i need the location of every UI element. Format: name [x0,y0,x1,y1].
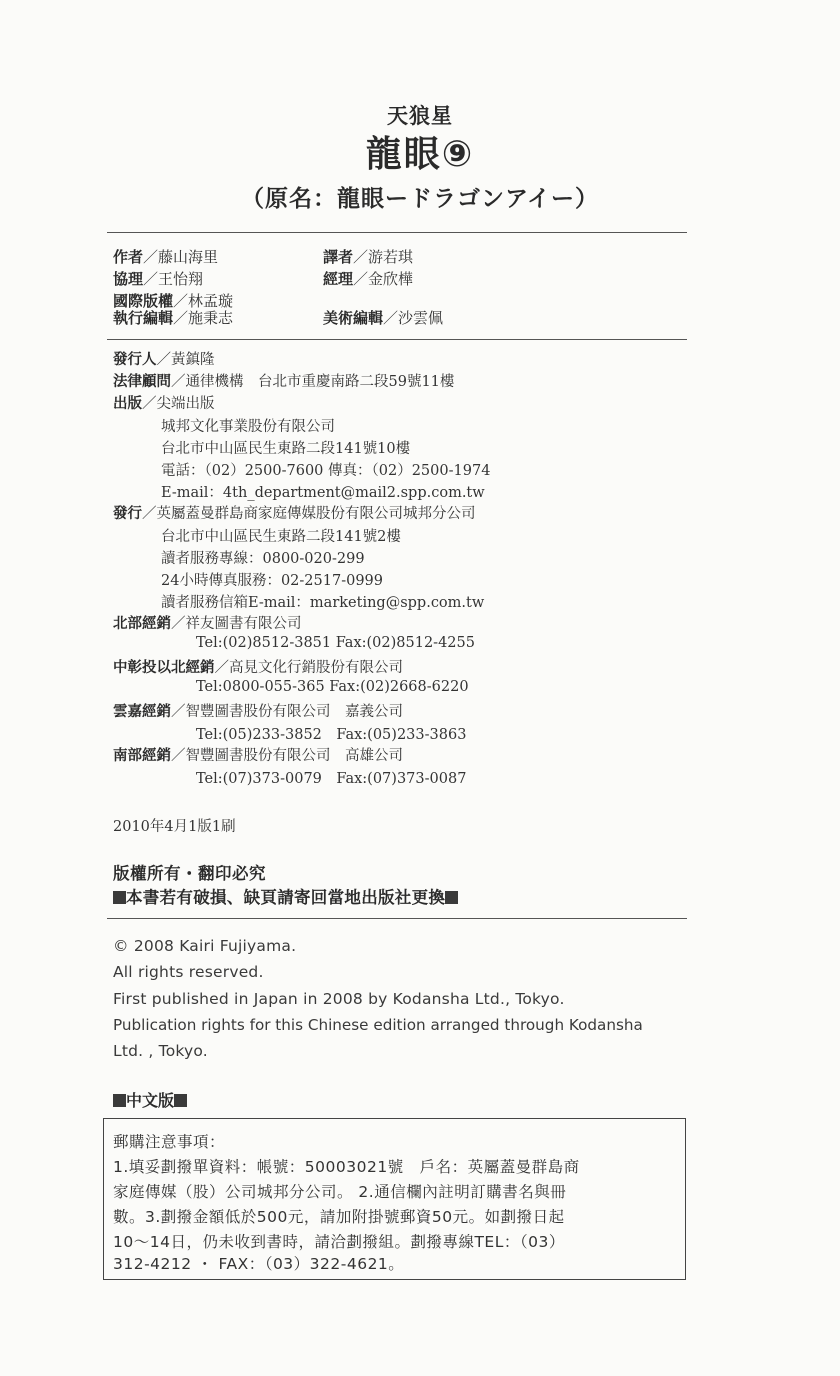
notice-line: 10～14日，仍未收到書時，請洽劃撥組。劃撥專線TEL：（03） [113,1233,565,1251]
divider [107,339,687,340]
replacement-notice: 本書若有破損、缺頁請寄回當地出版社更換 [113,884,458,908]
staff-executive-editor: 執行編輯／施秉志 [113,309,234,327]
notice-line: 家庭傳媒（股）公司城邦分公司。 2.通信欄內註明訂購書名與冊 [113,1183,567,1201]
publication-rights-line: Publication rights for this Chinese edition arranged through Kodansha [113,1016,643,1034]
edition-info: 2010年4月1版1刷 [113,819,236,835]
block-mark [174,1094,187,1107]
south-contact: Tel:(07)373-0079 Fax:(07)373-0087 [196,771,467,787]
rights-reserved: 版權所有・翻印必究 [113,864,266,883]
central-distributor: 中彰投以北經銷／高見文化行銷股份有限公司 [113,660,403,676]
notice-line: 數。3.劃撥金額低於500元，請加附掛號郵資50元。如劃撥日起 [113,1208,565,1226]
distributor-address: 台北市中山區民生東路二段141號2樓 [161,529,401,545]
north-contact: Tel:(02)8512-3851 Fax:(02)8512-4255 [196,635,475,651]
central-contact: Tel:0800-055-365 Fax:(02)2668-6220 [196,679,469,695]
press-address: 台北市中山區民生東路二段141號10樓 [161,441,411,457]
press: 出版／尖端出版 [113,396,215,412]
distributor-fax: 24小時傳真服務：02-2517-0999 [161,573,384,589]
yunjia-distributor: 雲嘉經銷／智豐圖書股份有限公司 嘉義公司 [113,704,403,720]
staff-intl-rights: 國際版權／林孟璇 [113,292,234,310]
north-distributor: 北部經銷／祥友圖書有限公司 [113,616,302,632]
divider [107,918,687,919]
publisher: 發行人／黃鎮隆 [113,352,215,368]
distributor-email: 讀者服務信箱E-mail：marketing@spp.com.tw [161,595,485,611]
yunjia-contact: Tel:(05)233-3852 Fax:(05)233-3863 [196,727,467,743]
rights-line: All rights reserved. [113,963,264,981]
staff-translator: 譯者／游若琪 [323,248,414,266]
legal-counsel: 法律顧問／通律機構 台北市重慶南路二段59號11樓 [113,374,455,390]
notice-line: 312-4212 ・ FAX：（03）322-4621。 [113,1255,405,1273]
press-company: 城邦文化事業股份有限公司 [161,419,335,435]
staff-author: 作者／藤山海里 [113,248,219,266]
press-phone: 電話：（02）2500-7600 傳真：（02）2500-1974 [161,463,491,479]
divider [107,232,687,233]
chinese-edition-label: 中文版 [113,1088,187,1111]
original-title: （原名：龍眼ードラゴンアイー） [241,186,599,212]
distributor: 發行／英屬蓋曼群島商家庭傳媒股份有限公司城邦分公司 [113,506,476,522]
series-title: 天狼星 [387,104,453,128]
block-mark [113,891,126,904]
south-distributor: 南部經銷／智豐圖書股份有限公司 高雄公司 [113,748,403,764]
staff-manager: 經理／金欣樺 [323,270,414,288]
block-mark [113,1094,126,1107]
publication-rights-line-cont: Ltd. , Tokyo. [113,1042,208,1060]
staff-associate-manager: 協理／王怡翔 [113,270,204,288]
first-published-line: First published in Japan in 2008 by Kodansha Ltd., Tokyo. [113,990,565,1008]
book-title: 龍眼⑨ [365,134,475,175]
block-mark [445,891,458,904]
notice-heading: 郵購注意事項： [113,1133,226,1151]
notice-line: 1.填妥劃撥單資料：帳號：50003021號 戶名：英屬蓋曼群島商 [113,1158,580,1176]
staff-art-editor: 美術編輯／沙雲佩 [323,309,444,327]
press-email: E-mail：4th_department@mail2.spp.com.tw [161,485,485,501]
copyright-line: © 2008 Kairi Fujiyama. [113,937,297,955]
distributor-hotline: 讀者服務專線：0800-020-299 [161,551,365,567]
